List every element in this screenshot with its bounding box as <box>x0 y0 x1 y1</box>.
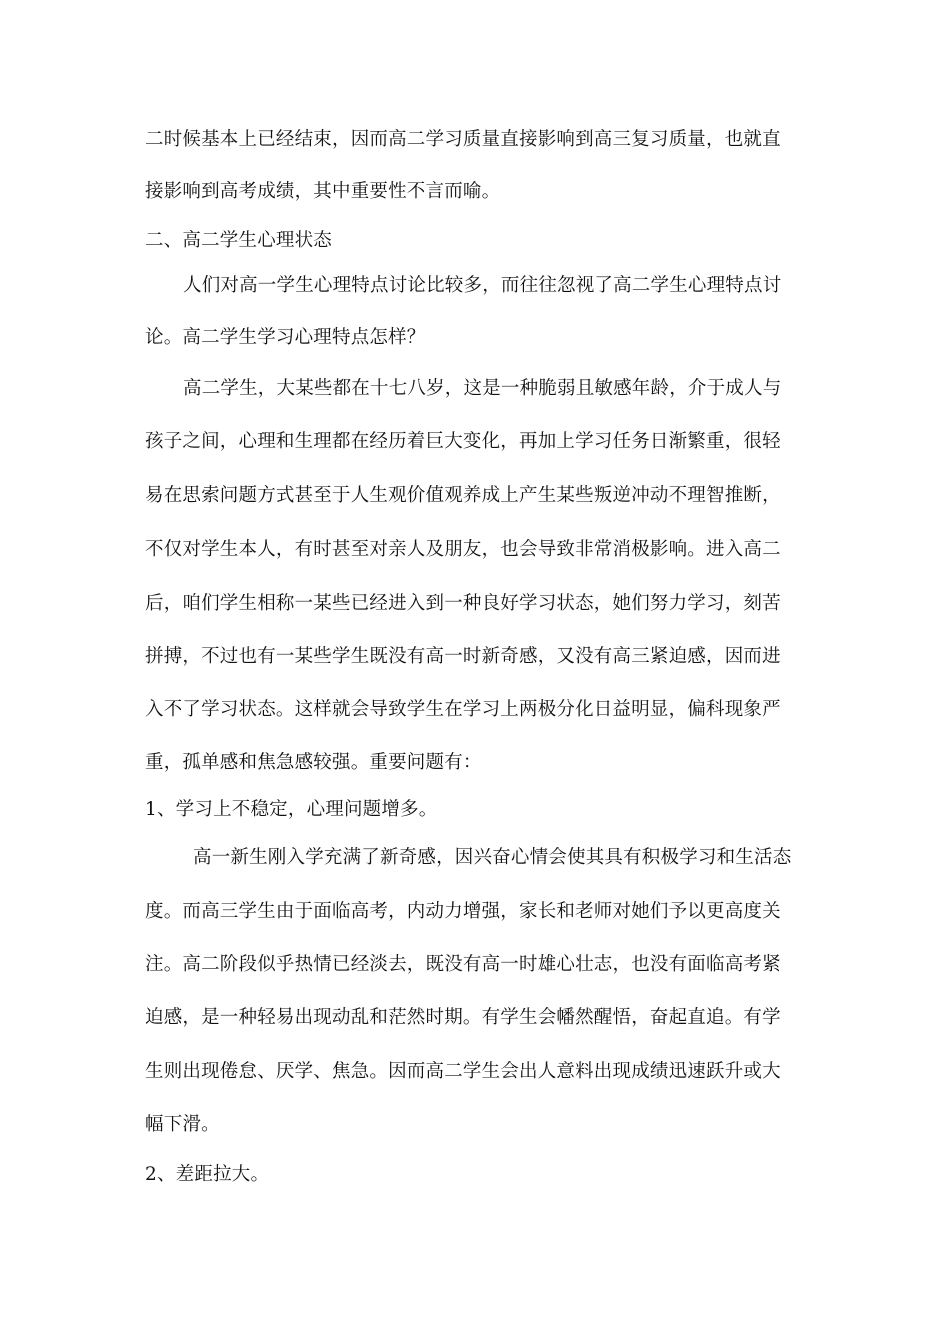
paragraph-line: 重，孤单感和焦急感较强。重要问题有： <box>145 752 482 773</box>
paragraph-line: 二时候基本上已经结束，因而高二学习质量直接影响到高三复习质量，也就直 <box>145 129 781 150</box>
paragraph-line: 高一新生刚入学充满了新奇感，因兴奋心情会使其具有积极学习和生活态 <box>193 847 792 868</box>
paragraph-line: 人们对高一学生心理特点讨论比较多，而往往忽视了高二学生心理特点讨 <box>183 275 782 296</box>
paragraph-line: 拼搏，不过也有一某些学生既没有高一时新奇感，又没有高三紧迫感，因而进 <box>145 646 781 667</box>
paragraph-line: 后，咱们学生相称一某些已经进入到一种良好学习状态，她们努力学习，刻苦 <box>145 593 781 614</box>
paragraph-line: 度。而高三学生由于面临高考，内动力增强，家长和老师对她们予以更高度关 <box>145 901 781 922</box>
paragraph-line: 易在思索问题方式甚至于人生观价值观养成上产生某些叛逆冲动不理智推断， <box>145 485 781 506</box>
paragraph-line: 注。高二阶段似乎热情已经淡去，既没有高一时雄心壮志，也没有面临高考紧 <box>145 954 781 975</box>
paragraph-line: 不仅对学生本人，有时甚至对亲人及朋友，也会导致非常消极影响。进入高二 <box>145 539 781 560</box>
section-heading: 二、高二学生心理状态 <box>145 230 333 251</box>
paragraph-line: 迫感，是一种轻易出现动乱和茫然时期。有学生会幡然醒悟，奋起直追。有学 <box>145 1007 781 1028</box>
paragraph-line: 幅下滑。 <box>145 1114 220 1135</box>
paragraph-line: 生则出现倦怠、厌学、焦急。因而高二学生会出人意料出现成绩迅速跃升或大 <box>145 1061 781 1082</box>
list-item-heading: 1、学习上不稳定，心理问题增多。 <box>145 799 438 820</box>
paragraph-line: 入不了学习状态。这样就会导致学生在学习上两极分化日益明显，偏科现象严 <box>145 699 781 720</box>
paragraph-line: 高二学生，大某些都在十七八岁，这是一种脆弱且敏感年龄，介于成人与 <box>183 378 782 399</box>
paragraph-line: 接影响到高考成绩，其中重要性不言而喻。 <box>145 181 501 202</box>
paragraph-line: 论。高二学生学习心理特点怎样？ <box>145 327 426 348</box>
list-item-heading: 2、差距拉大。 <box>145 1164 270 1185</box>
paragraph-line: 孩子之间，心理和生理都在经历着巨大变化，再加上学习任务日渐繁重，很轻 <box>145 431 781 452</box>
